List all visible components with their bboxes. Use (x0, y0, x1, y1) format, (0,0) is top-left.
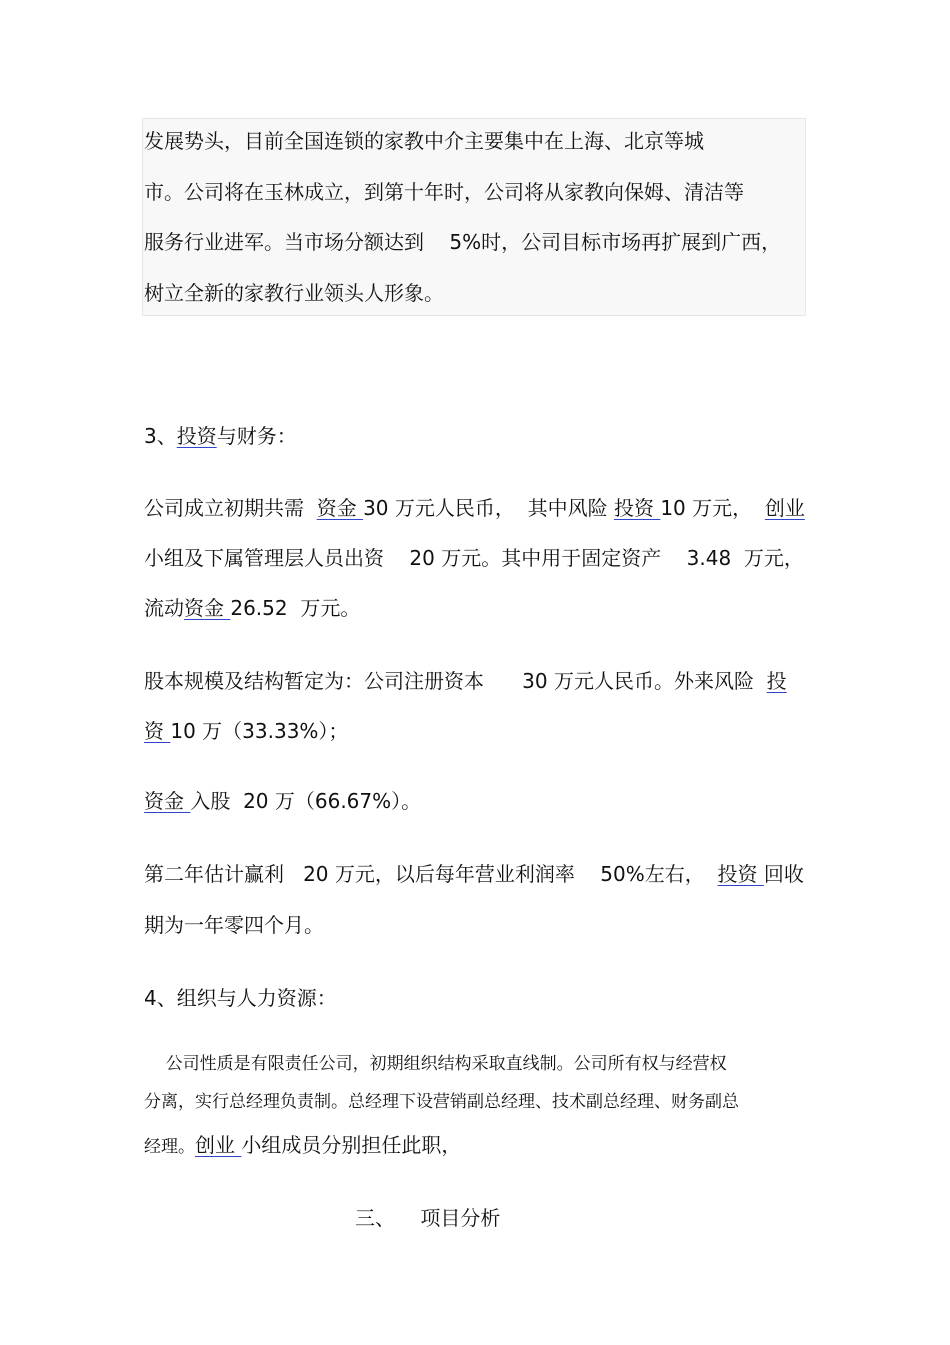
equity-para-line-2 (144, 717, 348, 745)
text-run: 10 万元， (660, 496, 765, 520)
text-run: 10 万（33.33%）； (170, 719, 349, 743)
funding-para-line-3 (144, 594, 360, 622)
section3-heading (144, 422, 297, 450)
text-run: 回收 (763, 862, 804, 886)
profit-para-line-2: 期为一年零四个月。 (144, 913, 324, 937)
text-run: 26.52 万元。 (230, 596, 361, 620)
startup-link[interactable]: 创业 (195, 1133, 242, 1157)
funds-link[interactable]: 资金 (316, 496, 364, 520)
text-run: 30 万元人民币， 其中风险 (363, 496, 614, 520)
section-three-heading: 三、 项目分析 (355, 1206, 501, 1230)
section4-heading: 4、组织与人力资源： (144, 986, 337, 1010)
equity-para-line-1 (144, 667, 787, 695)
investment-link[interactable]: 投资 (717, 862, 764, 886)
investment-link[interactable]: 投 (766, 669, 787, 693)
intro-line-3: 服务行业进军。当市场分额达到 5%时，公司目标市场再扩展到广西， (144, 230, 782, 254)
text-run: 第二年估计赢利 20 万元，以后每年营业利润率 50%左右， (144, 862, 718, 886)
org-para-line-3 (144, 1133, 461, 1159)
section3-heading-suffix: 与财务： (216, 424, 297, 448)
text-run: 流动 (144, 596, 184, 620)
org-para-line-2: 分离，实行总经理负责制。总经理下设营销副总经理、技术副总经理、财务副总 (144, 1092, 739, 1112)
intro-line-4: 树立全新的家教行业领头人形象。 (144, 281, 444, 305)
text-run: 公司成立初期共需 (144, 496, 317, 520)
profit-para-line-1 (144, 860, 804, 888)
intro-line-1: 发展势头，目前全国连锁的家教中介主要集中在上海、北京等城 (144, 129, 704, 153)
section3-heading-prefix: 3、 (144, 424, 177, 448)
startup-link[interactable]: 创业 (764, 496, 805, 520)
funding-para-line-2: 小组及下属管理层人员出资 20 万元。其中用于固定资产 3.48 万元， (144, 546, 804, 570)
intro-line-2: 市。公司将在玉林成立，到第十年时，公司将从家教向保姆、清洁等 (144, 180, 744, 204)
text-run: 入股 20 万（66.67%）。 (190, 789, 422, 813)
investment-link[interactable]: 资 (144, 719, 171, 743)
funds-link[interactable]: 资金 (144, 789, 191, 813)
text-run: 股本规模及结构暂定为：公司注册资本 30 万元人民币。外来风险 (144, 669, 767, 693)
funding-para-line-1 (144, 494, 805, 522)
text-run: 经理。 (144, 1137, 195, 1157)
investment-link[interactable]: 投资 (176, 424, 217, 448)
investment-link[interactable]: 投资 (613, 496, 661, 520)
capital-shares-line (144, 787, 421, 815)
funds-link[interactable]: 资金 (184, 596, 231, 620)
text-run: 小组成员分别担任此职， (241, 1133, 462, 1157)
org-para-line-1: 公司性质是有限责任公司，初期组织结构采取直线制。公司所有权与经营权 (144, 1054, 727, 1074)
